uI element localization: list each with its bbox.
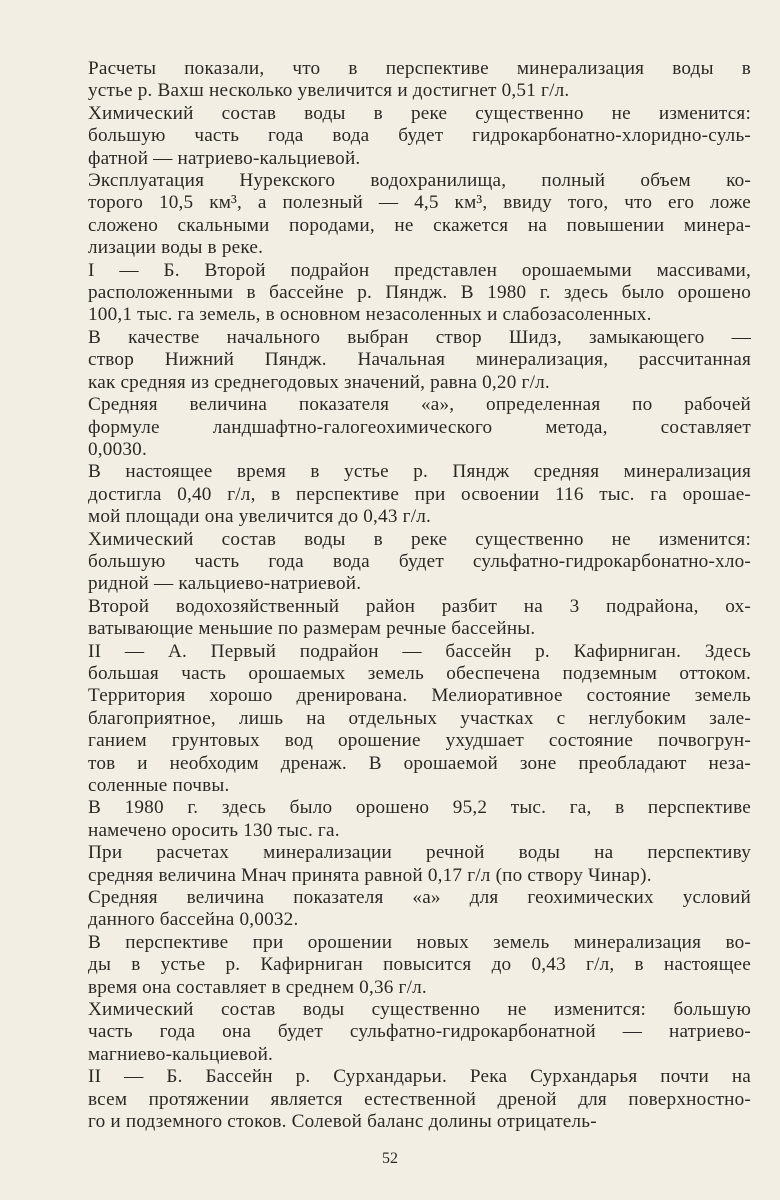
text-line: Эксплуатация Нурекского водохранилища, полный объем ко- [88, 170, 751, 192]
text-line: Территория хорошо дренирована. Мелиоративное состояние земель [88, 685, 751, 707]
text-line: го и подземного стоков. Солевой баланс долины отрицатель- [88, 1111, 597, 1133]
text-line: большую часть года вода будет сульфатно-гидрокарбонатно-хло- [88, 550, 751, 572]
text-line: Химический состав воды в реке существенно не изменится: [88, 102, 751, 124]
paragraph [88, 797, 751, 842]
paragraph [88, 394, 751, 461]
text-line: ганием грунтовых вод орошение ухудшает состояние почвогрун- [88, 730, 751, 752]
text-line: В настоящее время в устье р. Пяндж средняя минерализация [88, 461, 751, 483]
paragraph [88, 103, 751, 170]
text-line: В качестве начального выбран створ Шидз, замыкающего — [88, 326, 751, 348]
text-line: Расчеты показали, что в перспективе минерализация воды в [88, 58, 751, 79]
text-line: ватывающие меньшие по размерам речные бассейны. [88, 618, 536, 640]
text-line: фатной — натриево-кальциевой. [88, 147, 361, 169]
text-line: тов и необходим дренаж. В орошаемой зоне преобладают неза- [88, 752, 751, 774]
text-line: всем протяжении является естественной дреной для поверхностно- [88, 1088, 751, 1110]
paragraph [88, 596, 751, 641]
text-line: торого 10,5 км³, а полезный — 4,5 км³, ввиду того, что его ложе [88, 192, 751, 214]
text-line: большая часть орошаемых земель обеспечена подземным оттоком. [88, 662, 751, 684]
text-line: сложено скальными породами, не скажется на повышении минера- [88, 214, 751, 236]
text-line: мой площади она увеличится до 0,43 г/л. [88, 506, 432, 528]
text-line: Второй водохозяйственный район разбит на 3 подрайона, ох- [88, 595, 751, 617]
text-line: Средняя величина показателя «а», определенная по рабочей [88, 394, 751, 416]
paragraph [88, 1066, 751, 1133]
paragraph [88, 170, 751, 260]
text-line: как средняя из среднегодовых значений, равна 0,20 г/л. [88, 371, 550, 393]
paragraph [88, 461, 751, 528]
text-line: В перспективе при орошении новых земель минерализация во- [88, 931, 751, 953]
paragraph [88, 641, 751, 798]
text-line: достигла 0,40 г/л, в перспективе при освоении 116 тыс. га орошае- [88, 483, 751, 505]
paragraph [88, 260, 751, 327]
text-line: благоприятное, лишь на отдельных участках с неглубоким зале- [88, 707, 751, 729]
text-line: II — Б. Бассейн р. Сурхандарьи. Река Сурхандарья почти на [88, 1066, 751, 1088]
text-line: I — Б. Второй подрайон представлен орошаемыми массивами, [88, 259, 751, 281]
text-line: соленные почвы. [88, 775, 230, 796]
paragraph [88, 999, 751, 1066]
text-line: лизации воды в реке. [88, 237, 264, 259]
text-line: ридной — кальциево-натриевой. [88, 573, 362, 595]
text-line: створ Нижний Пяндж. Начальная минерализация, рассчитанная [88, 349, 751, 371]
text-line: намечено оросить 130 тыс. га. [88, 819, 340, 841]
text-line: 100,1 тыс. га земель, в основном незасоленных и слабозасоленных. [88, 304, 652, 326]
text-line: устье р. Вахш несколько увеличится и достигнет 0,51 г/л. [88, 80, 570, 102]
text-line: ды в устье р. Кафирниган повысится до 0,43 г/л, в настоящее [88, 954, 751, 976]
text-line: Химический состав воды существенно не изменится: большую [88, 999, 751, 1021]
text-line: данного бассейна 0,0032. [88, 909, 299, 931]
text-line: В 1980 г. здесь было орошено 95,2 тыс. га, в перспективе [88, 797, 751, 819]
text-line: средняя величина Mнач принята равной 0,17 г/л (по створу Чинар). [88, 864, 652, 886]
text-line: II — А. Первый подрайон — бассейн р. Кафирниган. Здесь [88, 640, 751, 662]
text-line: Средняя величина показателя «а» для геохимических условий [88, 887, 751, 909]
text-line: большую часть года вода будет гидрокарбонатно-хлоридно-суль- [88, 125, 751, 147]
text-line: формуле ландшафтно-галогеохимического метода, составляет [88, 416, 751, 438]
text-line: магниево-кальциевой. [88, 1043, 274, 1065]
text-line: расположенными в бассейне р. Пяндж. В 1980 г. здесь было орошено [88, 282, 751, 304]
text-line: 0,0030. [88, 438, 147, 460]
text-line: Химический состав воды в реке существенно не изменится: [88, 528, 751, 550]
text-line: При расчетах минерализации речной воды на перспективу [88, 842, 751, 864]
paragraph [88, 932, 751, 999]
text-line: часть года она будет сульфатно-гидрокарбонатной — натриево- [88, 1021, 751, 1043]
paragraph [88, 842, 751, 887]
paragraph [88, 327, 751, 394]
body-text [88, 58, 751, 1134]
paragraph [88, 887, 751, 932]
text-line: время она составляет в среднем 0,36 г/л. [88, 976, 427, 998]
paragraph [88, 529, 751, 596]
page-number: 52 [382, 1150, 398, 1167]
paragraph [88, 58, 751, 103]
